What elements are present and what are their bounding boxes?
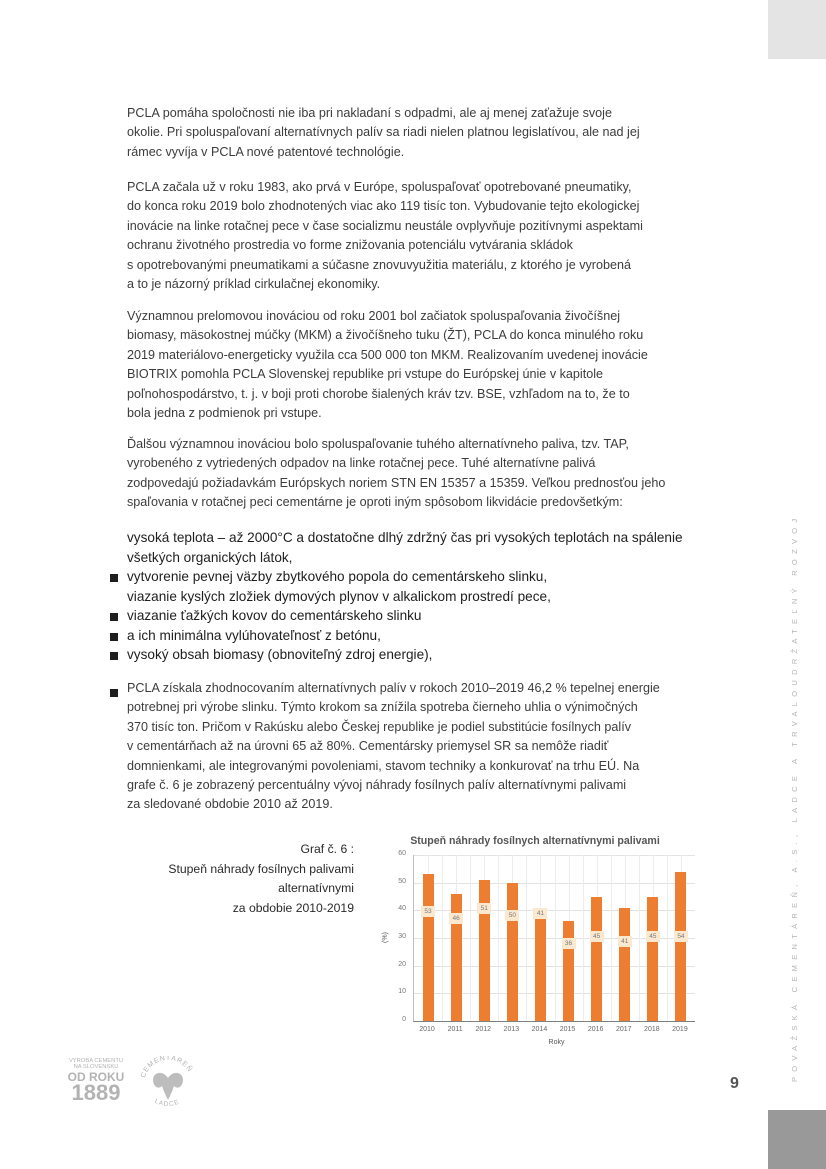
y-tick-label: 10: [398, 988, 406, 996]
corner-decoration-bottom: [768, 1110, 826, 1169]
y-tick-label: 60: [398, 850, 406, 857]
x-tick-label: 2012: [475, 1026, 492, 1033]
x-tick-label: 2017: [615, 1026, 632, 1033]
bar-2010: [423, 874, 434, 1021]
text-line: PCLA začala už v roku 1983, ako prvá v Európe, spoluspaľovať opotrebované pneumatiky,: [127, 180, 632, 194]
list-item: vytvorenie pevnej väzby zbytkového popola do cementárskeho slinku,: [127, 567, 727, 587]
text-line: Významnou prelomovou inováciou od roku 2001 bol začiatok spoluspaľovania živočíšnej: [127, 309, 621, 323]
gridline: [667, 855, 668, 1021]
gridline: [639, 855, 640, 1021]
text-line: spaľovania v rotačnej peci cementárne je oproti iným spôsobom likvidácie predovšetkým:: [127, 495, 623, 510]
caption-line: Graf č. 6 :: [300, 842, 354, 856]
text-line: s opotrebovanými pneumatikami a súčasne znovuvyužitia materiálu, z ktorého je vyrobená: [127, 257, 632, 272]
text-line: rámec vyvíja v PCLA nové patentové technológie.: [127, 144, 405, 159]
data-label: 46: [449, 913, 463, 924]
bullet-icon: [110, 633, 118, 641]
caption-line: Stupeň náhrady fosílnych palivami: [168, 861, 354, 876]
gridline: [555, 855, 556, 1021]
bar-2012: [479, 880, 490, 1021]
gridline: [470, 855, 471, 1021]
text-line: inovácie na linke rotačnej pece v čase socializmu neustále ovplyvňuje pozitívnymi aspektami: [127, 218, 643, 233]
gridline: [498, 855, 499, 1021]
data-label: 41: [533, 908, 547, 919]
gridline: [526, 855, 527, 1021]
y-tick-label: 0: [402, 1016, 406, 1023]
x-tick-label: 2010: [419, 1026, 435, 1033]
text-line: a to je názorný príklad cirkulačnej ekonomiky.: [127, 277, 381, 292]
text-line: BIOTRIX pomohla PCLA Slovenskej republike pri vstupe do Európskej únie v kapitole: [127, 367, 604, 382]
chart-caption: [130, 840, 354, 918]
paragraph-1: [127, 104, 717, 162]
cementaren-ladce-logo: [136, 1056, 200, 1112]
bullet-icon: [110, 652, 118, 660]
x-tick-label: 2011: [447, 1026, 463, 1033]
text-line: vyrobeného z vytriedených odpadov na linke rotačnej pece. Tuhé alternatívne palivá: [127, 456, 596, 471]
data-label: 41: [618, 936, 632, 947]
text-line: biomasy, mäsokostnej múčky (MKM) a živočíšneho tuku (ŽT), PCLA do konca minulého roku: [127, 328, 644, 343]
data-label: 45: [590, 931, 604, 942]
bar-chart: [370, 830, 700, 1055]
text-line: ochranu životného prostredia vo forme znižovania potenciálu vytvárania skládok: [127, 238, 573, 253]
side-running-title: POVAŽSKÁ CEMENTÁREŇ, A.S., LADCE A TRVALOUDRŽATEĽNÝ ROZVOJ: [790, 513, 799, 1082]
data-label: 54: [674, 931, 688, 942]
bar-2018: [647, 897, 658, 1022]
bullet-icon: [110, 613, 118, 621]
text-line: bola jedna z podmienok pri vstupe.: [127, 406, 322, 421]
bar-2014: [535, 908, 546, 1021]
x-tick-label: 2015: [559, 1026, 576, 1033]
svg-text:CEMENTÁREŇ: CEMENTÁREŇ: [139, 1056, 194, 1079]
text-line: zodpovedajú požiadavkám Európskych noriem STN EN 15357 a 15359. Veľkou prednosťou jeho: [127, 475, 666, 490]
bar-2017: [619, 908, 630, 1021]
list-item: vysoký obsah biomasy (obnoviteľný zdroj energie),: [127, 645, 727, 665]
list-item: viazanie kyslých zložiek dymových plynov v alkalickom prostredí pece,: [127, 588, 551, 604]
y-axis-label: (%): [381, 932, 389, 943]
page-number: 9: [730, 1075, 739, 1092]
x-tick-label: 2016: [587, 1026, 604, 1033]
data-label: 36: [562, 938, 576, 949]
y-tick-label: 30: [398, 933, 406, 940]
paragraph-4: [127, 435, 717, 513]
gridline: [583, 855, 584, 1021]
bullet-icon: [110, 574, 118, 582]
list-item: a ich minimálna vylúhovateľnosť z betónu,: [127, 626, 727, 646]
gridline: [611, 855, 612, 1021]
svg-text:LADCE: LADCE: [153, 1097, 181, 1109]
caption-line: alternatívnymi: [278, 881, 354, 895]
text-line: poľnohospodárstvo, t. j. v boji proti chorobe šialených kráv tzv. BSE, vzhľadom na to, že to: [127, 386, 630, 401]
data-label: 53: [421, 906, 435, 917]
caption-line: za obdobie 2010-2019: [232, 900, 354, 915]
text-line: PCLA pomáha spoločnosti nie iba pri nakladaní s odpadmi, ale aj menej zaťažuje svoje: [127, 106, 612, 120]
text-line: domnienkami, ale integrovanými povoleniami, stavom techniky a konkurovať na trhu EÚ. Na: [127, 758, 640, 773]
text-line: Ďalšou významnou inováciou bolo spoluspaľovanie tuhého alternatívneho paliva, tzv. TAP,: [127, 437, 629, 451]
gridline: [442, 855, 443, 1021]
bar-2013: [507, 883, 518, 1021]
x-tick-label: 2013: [503, 1026, 520, 1033]
ram-horns-icon: [136, 1056, 200, 1112]
paragraph-3: [127, 307, 717, 423]
text-line: 370 tisíc ton. Pričom v Rakúsku alebo Českej republike je podiel substitúcie fosílnych palív: [127, 719, 632, 734]
paragraph-closing: [127, 679, 717, 815]
chart-title: Stupeň náhrady fosílnych alternatívnymi palivami: [410, 835, 660, 847]
text-line: PCLA získala zhodnocovaním alternatívnych palív v rokoch 2010–2019 46,2 % tepelnej energie: [127, 681, 660, 695]
text-line: potrebnej pri výrobe slinku. Týmto krokom sa znížila spotreba čierneho uhlia o výnimočných: [127, 700, 638, 715]
text-line: okolie. Pri spoluspaľovaní alternatívnych palív sa riadi nielen platnou legislatívou, ale nad jej: [127, 125, 640, 140]
data-label: 45: [646, 931, 660, 942]
x-tick-label: 2019: [672, 1026, 688, 1033]
y-tick-label: 40: [398, 905, 406, 913]
list-item: viazanie ťažkých kovov do cementárskeho slinku: [127, 606, 727, 626]
list-item: vysoká teplota – až 2000°C a dostatočne dlhý zdržný čas pri vysokých teplotách na spálenie: [127, 530, 683, 545]
corner-decoration-top: [768, 0, 826, 59]
bullet-icon: [110, 689, 118, 697]
text-line: v cementárňach až na úrovni 65 až 80%. Cementársky priemysel SR sa nemôže riadiť: [127, 739, 609, 754]
x-axis-label: Roky: [548, 1039, 565, 1046]
text-line: 2019 materiálovo-energeticky využila cca 500 000 ton MKM. Realizovaním uvedenej inovácie: [127, 347, 648, 362]
data-label: 50: [505, 910, 519, 921]
advantages-list: [127, 528, 727, 665]
y-tick-label: 50: [398, 877, 406, 885]
text-line: za sledované obdobie 2010 až 2019.: [127, 797, 333, 812]
paragraph-2: [127, 178, 717, 294]
list-item: všetkých organických látok,: [127, 549, 293, 565]
x-tick-label: 2014: [531, 1026, 548, 1033]
y-tick-label: 20: [398, 960, 406, 968]
text-line: grafe č. 6 je zobrazený percentuálny vývoj náhrady fosílnych palív alternatívnymi palivami: [127, 778, 627, 793]
plot-area: [413, 855, 695, 1022]
text-line: do konca roku 2019 bolo zhodnotených viac ako 119 tisíc ton. Vybudovanie tejto ekologickej: [127, 199, 640, 214]
x-tick-label: 2018: [644, 1026, 660, 1033]
since-1889-logo: VÝROBA CEMENTU NA SLOVENSKU OD ROKU 1889: [67, 1058, 125, 1105]
data-label: 51: [477, 903, 491, 914]
bar-2016: [591, 897, 602, 1022]
bar-2019: [675, 872, 686, 1021]
bar-2015: [563, 921, 574, 1021]
